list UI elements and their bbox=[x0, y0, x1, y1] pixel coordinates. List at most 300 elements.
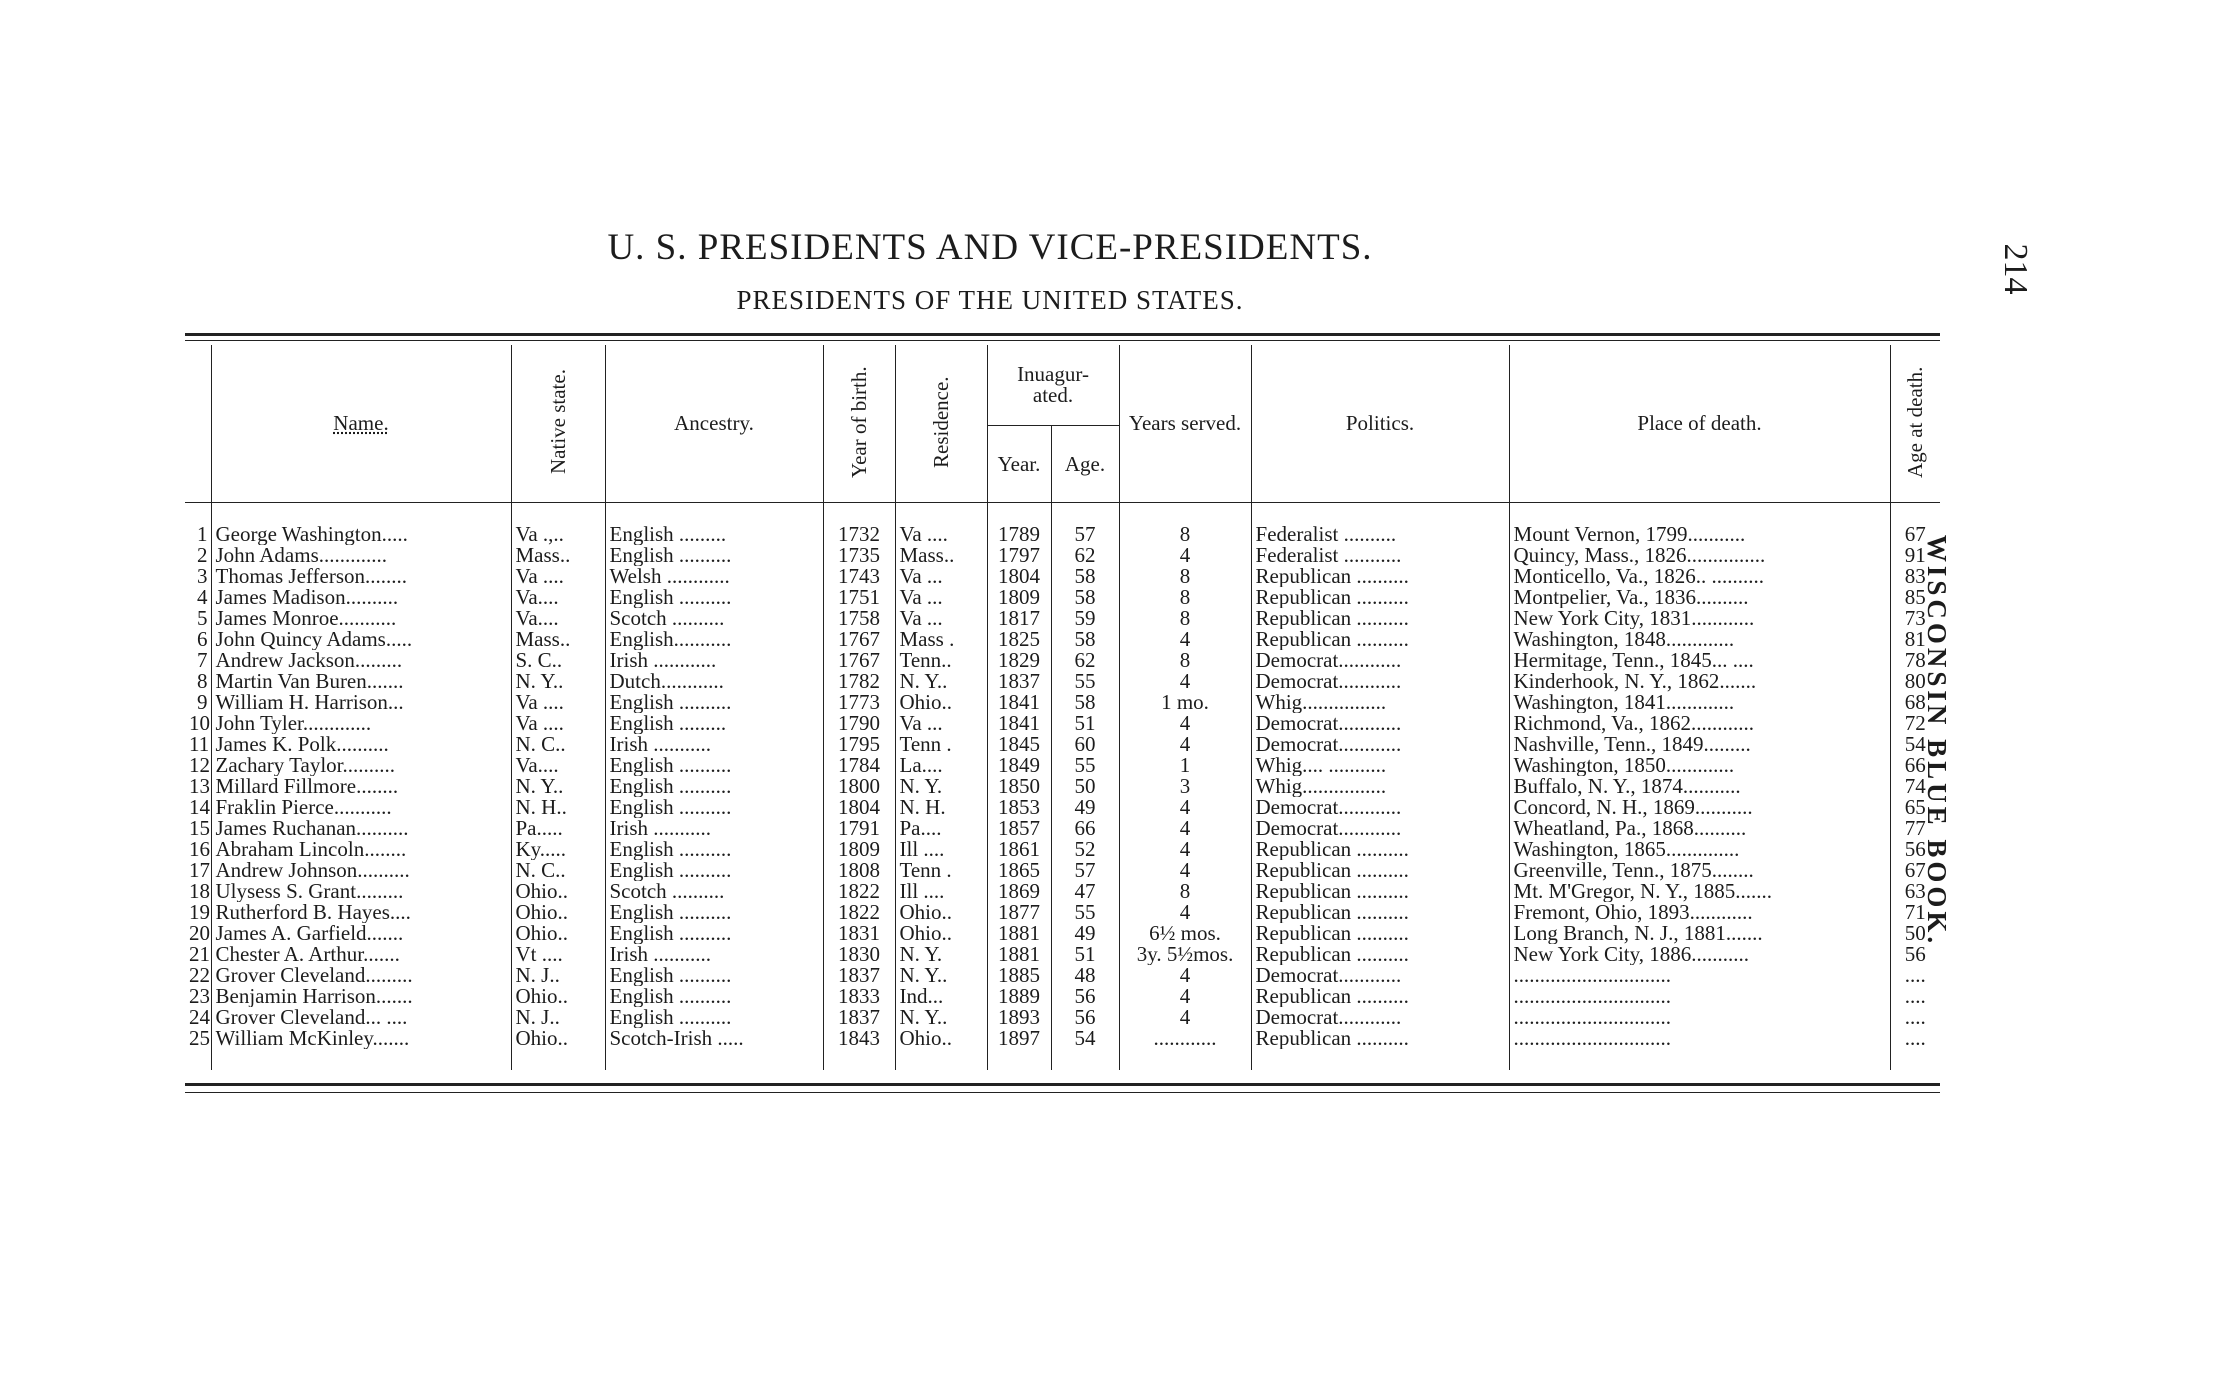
row-number: 17 bbox=[189, 860, 210, 881]
years-served: ............ bbox=[1119, 1028, 1251, 1049]
place-of-death: Wheatland, Pa., 1868.......... bbox=[1509, 818, 1890, 839]
years-served: 4 bbox=[1119, 671, 1251, 692]
native-state: Pa..... bbox=[511, 818, 605, 839]
inauguration-year: 1845 bbox=[987, 734, 1051, 755]
col-politics: Politics. bbox=[1251, 345, 1509, 503]
residence: Mass.. bbox=[895, 545, 987, 566]
ancestry: English .......... bbox=[605, 839, 823, 860]
years-served: 8 bbox=[1119, 587, 1251, 608]
header-row bbox=[185, 345, 1940, 426]
president-name: Thomas Jefferson........ bbox=[211, 566, 511, 587]
age-at-death: 78 bbox=[1890, 650, 1940, 671]
year-of-birth: 1837 bbox=[823, 1007, 895, 1028]
year-of-birth: 1795 bbox=[823, 734, 895, 755]
residence: Tenn.. bbox=[895, 650, 987, 671]
inauguration-year: 1861 bbox=[987, 839, 1051, 860]
col-ancestry: Ancestry. bbox=[605, 345, 823, 503]
inauguration-year: 1841 bbox=[987, 692, 1051, 713]
inauguration-year: 1869 bbox=[987, 881, 1051, 902]
age-at-death: 56 bbox=[1890, 944, 1940, 965]
residence: Pa.... bbox=[895, 818, 987, 839]
inauguration-age: 49 bbox=[1051, 923, 1119, 944]
inauguration-age: 62 bbox=[1051, 650, 1119, 671]
table-row bbox=[185, 545, 1940, 566]
inauguration-year: 1853 bbox=[987, 797, 1051, 818]
president-name: Benjamin Harrison....... bbox=[211, 986, 511, 1007]
place-of-death: Washington, 1848............. bbox=[1509, 629, 1890, 650]
president-name: John Adams............. bbox=[211, 545, 511, 566]
row-number: 2 bbox=[197, 545, 208, 566]
ancestry: English .......... bbox=[605, 923, 823, 944]
row-number: 23 bbox=[189, 986, 210, 1007]
table-row bbox=[185, 524, 1940, 545]
top-double-rule bbox=[185, 333, 1940, 336]
row-number: 13 bbox=[189, 776, 210, 797]
inauguration-year: 1804 bbox=[987, 566, 1051, 587]
native-state: Mass.. bbox=[511, 629, 605, 650]
place-of-death: Hermitage, Tenn., 1845... .... bbox=[1509, 650, 1890, 671]
row-number: 19 bbox=[189, 902, 210, 923]
ancestry: Irish ........... bbox=[605, 944, 823, 965]
politics: Republican .......... bbox=[1251, 923, 1509, 944]
inauguration-age: 56 bbox=[1051, 986, 1119, 1007]
politics: Republican .......... bbox=[1251, 881, 1509, 902]
inauguration-year: 1825 bbox=[987, 629, 1051, 650]
ancestry: Welsh ............ bbox=[605, 566, 823, 587]
years-served: 4 bbox=[1119, 902, 1251, 923]
residence: N. Y.. bbox=[895, 965, 987, 986]
years-served: 4 bbox=[1119, 965, 1251, 986]
row-number: 4 bbox=[197, 587, 208, 608]
year-of-birth: 1830 bbox=[823, 944, 895, 965]
row-number: 24 bbox=[189, 1007, 210, 1028]
inauguration-age: 52 bbox=[1051, 839, 1119, 860]
place-of-death: Mt. M'Gregor, N. Y., 1885....... bbox=[1509, 881, 1890, 902]
years-served: 4 bbox=[1119, 734, 1251, 755]
inauguration-age: 58 bbox=[1051, 566, 1119, 587]
place-of-death: .............................. bbox=[1509, 1007, 1890, 1028]
year-of-birth: 1804 bbox=[823, 797, 895, 818]
bottom-thin-rule bbox=[185, 1092, 1940, 1093]
ancestry: English .......... bbox=[605, 860, 823, 881]
place-of-death: Washington, 1850............. bbox=[1509, 755, 1890, 776]
year-of-birth: 1767 bbox=[823, 650, 895, 671]
president-name: Ulysess S. Grant......... bbox=[211, 881, 511, 902]
age-at-death: 50 bbox=[1890, 923, 1940, 944]
president-name: James Madison.......... bbox=[211, 587, 511, 608]
politics: Democrat............ bbox=[1251, 734, 1509, 755]
year-of-birth: 1822 bbox=[823, 902, 895, 923]
table-row bbox=[185, 965, 1940, 986]
ancestry: Scotch .......... bbox=[605, 881, 823, 902]
years-served: 4 bbox=[1119, 545, 1251, 566]
residence: Va ... bbox=[895, 587, 987, 608]
years-served: 4 bbox=[1119, 860, 1251, 881]
residence: Ohio.. bbox=[895, 902, 987, 923]
politics: Democrat............ bbox=[1251, 797, 1509, 818]
age-at-death: .... bbox=[1890, 1007, 1940, 1028]
inauguration-age: 58 bbox=[1051, 629, 1119, 650]
ancestry: Scotch .......... bbox=[605, 608, 823, 629]
president-name: Grover Cleveland... .... bbox=[211, 1007, 511, 1028]
inauguration-age: 59 bbox=[1051, 608, 1119, 629]
age-at-death: 85 bbox=[1890, 587, 1940, 608]
years-served: 3y. 5½mos. bbox=[1119, 944, 1251, 965]
ancestry: Irish ........... bbox=[605, 734, 823, 755]
native-state: Ohio.. bbox=[511, 1028, 605, 1049]
row-number: 11 bbox=[189, 734, 210, 755]
table-body bbox=[185, 503, 1940, 1071]
years-served: 8 bbox=[1119, 566, 1251, 587]
place-of-death: Quincy, Mass., 1826............... bbox=[1509, 545, 1890, 566]
age-at-death: 80 bbox=[1890, 671, 1940, 692]
table-row bbox=[185, 902, 1940, 923]
years-served: 4 bbox=[1119, 1007, 1251, 1028]
age-at-death: 67 bbox=[1890, 860, 1940, 881]
years-served: 8 bbox=[1119, 524, 1251, 545]
year-of-birth: 1800 bbox=[823, 776, 895, 797]
ancestry: Irish ............ bbox=[605, 650, 823, 671]
age-at-death: .... bbox=[1890, 965, 1940, 986]
year-of-birth: 1833 bbox=[823, 986, 895, 1007]
place-of-death: Washington, 1841............. bbox=[1509, 692, 1890, 713]
age-at-death: 81 bbox=[1890, 629, 1940, 650]
table-row bbox=[185, 755, 1940, 776]
residence: Ill .... bbox=[895, 881, 987, 902]
years-served: 4 bbox=[1119, 818, 1251, 839]
inauguration-year: 1885 bbox=[987, 965, 1051, 986]
residence: Va ... bbox=[895, 713, 987, 734]
native-state: Va .... bbox=[511, 692, 605, 713]
year-of-birth: 1837 bbox=[823, 965, 895, 986]
president-name: Abraham Lincoln........ bbox=[211, 839, 511, 860]
president-name: Zachary Taylor.......... bbox=[211, 755, 511, 776]
politics: Democrat............ bbox=[1251, 671, 1509, 692]
ancestry: English .......... bbox=[605, 755, 823, 776]
place-of-death: Monticello, Va., 1826.. .......... bbox=[1509, 566, 1890, 587]
president-name: Fraklin Pierce........... bbox=[211, 797, 511, 818]
president-name: Rutherford B. Hayes.... bbox=[211, 902, 511, 923]
row-number: 8 bbox=[197, 671, 208, 692]
table-row bbox=[185, 734, 1940, 755]
residence: Ill .... bbox=[895, 839, 987, 860]
inauguration-year: 1817 bbox=[987, 608, 1051, 629]
table-row bbox=[185, 776, 1940, 797]
year-of-birth: 1758 bbox=[823, 608, 895, 629]
residence: N. Y.. bbox=[895, 671, 987, 692]
president-name: John Quincy Adams..... bbox=[211, 629, 511, 650]
president-name: Millard Fillmore........ bbox=[211, 776, 511, 797]
inauguration-age: 55 bbox=[1051, 755, 1119, 776]
inauguration-year: 1881 bbox=[987, 923, 1051, 944]
row-number: 25 bbox=[189, 1028, 210, 1049]
politics: Republican .......... bbox=[1251, 839, 1509, 860]
residence: N. Y.. bbox=[895, 1007, 987, 1028]
row-number: 15 bbox=[189, 818, 210, 839]
politics: Republican .......... bbox=[1251, 902, 1509, 923]
table-row bbox=[185, 923, 1940, 944]
inauguration-age: 51 bbox=[1051, 944, 1119, 965]
native-state: Va.... bbox=[511, 587, 605, 608]
table-row bbox=[185, 1007, 1940, 1028]
row-number: 1 bbox=[197, 524, 208, 545]
residence: Va ... bbox=[895, 608, 987, 629]
inauguration-year: 1829 bbox=[987, 650, 1051, 671]
year-of-birth: 1735 bbox=[823, 545, 895, 566]
politics: Whig................ bbox=[1251, 776, 1509, 797]
politics: Democrat............ bbox=[1251, 650, 1509, 671]
years-served: 4 bbox=[1119, 986, 1251, 1007]
ancestry: English........... bbox=[605, 629, 823, 650]
year-of-birth: 1809 bbox=[823, 839, 895, 860]
native-state: N. H.. bbox=[511, 797, 605, 818]
age-at-death: 54 bbox=[1890, 734, 1940, 755]
row-number: 7 bbox=[197, 650, 208, 671]
politics: Federalist .......... bbox=[1251, 524, 1509, 545]
residence: Va .... bbox=[895, 524, 987, 545]
politics: Republican .......... bbox=[1251, 986, 1509, 1007]
age-at-death: 91 bbox=[1890, 545, 1940, 566]
years-served: 1 mo. bbox=[1119, 692, 1251, 713]
row-number: 6 bbox=[197, 629, 208, 650]
page-number: 214 bbox=[1997, 243, 2034, 295]
residence: N. Y. bbox=[895, 776, 987, 797]
residence: Ind... bbox=[895, 986, 987, 1007]
politics: Democrat............ bbox=[1251, 1007, 1509, 1028]
table-row bbox=[185, 629, 1940, 650]
page-title: U. S. PRESIDENTS AND VICE-PRESIDENTS. bbox=[607, 227, 1373, 268]
native-state: Ohio.. bbox=[511, 881, 605, 902]
row-number: 3 bbox=[197, 566, 208, 587]
native-state: Va.... bbox=[511, 755, 605, 776]
year-of-birth: 1767 bbox=[823, 629, 895, 650]
col-inaugurated: Inuagur-ated. bbox=[987, 345, 1119, 426]
ancestry: English .......... bbox=[605, 776, 823, 797]
ancestry: Scotch-Irish ..... bbox=[605, 1028, 823, 1049]
politics: Republican .......... bbox=[1251, 587, 1509, 608]
president-name: James K. Polk.......... bbox=[211, 734, 511, 755]
table-row bbox=[185, 587, 1940, 608]
table-row bbox=[185, 650, 1940, 671]
year-of-birth: 1732 bbox=[823, 524, 895, 545]
row-number: 10 bbox=[189, 713, 210, 734]
table-row bbox=[185, 839, 1940, 860]
years-served: 8 bbox=[1119, 881, 1251, 902]
inauguration-year: 1893 bbox=[987, 1007, 1051, 1028]
residence: Mass . bbox=[895, 629, 987, 650]
place-of-death: Nashville, Tenn., 1849......... bbox=[1509, 734, 1890, 755]
president-name: Martin Van Buren....... bbox=[211, 671, 511, 692]
president-name: James Ruchanan.......... bbox=[211, 818, 511, 839]
ancestry: English .......... bbox=[605, 797, 823, 818]
year-of-birth: 1791 bbox=[823, 818, 895, 839]
table-row bbox=[185, 881, 1940, 902]
years-served: 1 bbox=[1119, 755, 1251, 776]
inauguration-year: 1857 bbox=[987, 818, 1051, 839]
president-name: John Tyler............. bbox=[211, 713, 511, 734]
row-number: 20 bbox=[189, 923, 210, 944]
ancestry: English .......... bbox=[605, 986, 823, 1007]
place-of-death: New York City, 1886........... bbox=[1509, 944, 1890, 965]
native-state: Va .... bbox=[511, 713, 605, 734]
inauguration-age: 55 bbox=[1051, 671, 1119, 692]
inauguration-year: 1841 bbox=[987, 713, 1051, 734]
col-years-served: Years served. bbox=[1119, 345, 1251, 503]
place-of-death: .............................. bbox=[1509, 965, 1890, 986]
native-state: Ohio.. bbox=[511, 902, 605, 923]
table-row bbox=[185, 860, 1940, 881]
place-of-death: Greenville, Tenn., 1875........ bbox=[1509, 860, 1890, 881]
president-name: James Monroe........... bbox=[211, 608, 511, 629]
age-at-death: 72 bbox=[1890, 713, 1940, 734]
inauguration-year: 1809 bbox=[987, 587, 1051, 608]
ancestry: Dutch............ bbox=[605, 671, 823, 692]
native-state: N. J.. bbox=[511, 1007, 605, 1028]
year-of-birth: 1773 bbox=[823, 692, 895, 713]
col-year-of-birth: Year of birth. bbox=[847, 365, 871, 478]
politics: Democrat............ bbox=[1251, 965, 1509, 986]
row-number: 22 bbox=[189, 965, 210, 986]
inauguration-age: 50 bbox=[1051, 776, 1119, 797]
year-of-birth: 1743 bbox=[823, 566, 895, 587]
year-of-birth: 1843 bbox=[823, 1028, 895, 1049]
years-served: 4 bbox=[1119, 797, 1251, 818]
inauguration-age: 49 bbox=[1051, 797, 1119, 818]
place-of-death: Concord, N. H., 1869........... bbox=[1509, 797, 1890, 818]
col-age-at-death: Age at death. bbox=[1903, 365, 1928, 478]
inauguration-year: 1877 bbox=[987, 902, 1051, 923]
age-at-death: .... bbox=[1890, 986, 1940, 1007]
ancestry: English ......... bbox=[605, 524, 823, 545]
age-at-death: 66 bbox=[1890, 755, 1940, 776]
inauguration-year: 1865 bbox=[987, 860, 1051, 881]
place-of-death: Fremont, Ohio, 1893............ bbox=[1509, 902, 1890, 923]
inauguration-year: 1897 bbox=[987, 1028, 1051, 1049]
age-at-death: 83 bbox=[1890, 566, 1940, 587]
age-at-death: 68 bbox=[1890, 692, 1940, 713]
ancestry: Irish ........... bbox=[605, 818, 823, 839]
place-of-death: .............................. bbox=[1509, 1028, 1890, 1049]
year-of-birth: 1751 bbox=[823, 587, 895, 608]
col-inaug-year: Year. bbox=[987, 426, 1051, 503]
inauguration-year: 1889 bbox=[987, 986, 1051, 1007]
year-of-birth: 1808 bbox=[823, 860, 895, 881]
politics: Democrat............ bbox=[1251, 713, 1509, 734]
president-name: George Washington..... bbox=[211, 524, 511, 545]
inauguration-age: 47 bbox=[1051, 881, 1119, 902]
native-state: Ohio.. bbox=[511, 923, 605, 944]
inauguration-age: 55 bbox=[1051, 902, 1119, 923]
years-served: 4 bbox=[1119, 839, 1251, 860]
age-at-death: 77 bbox=[1890, 818, 1940, 839]
row-number: 18 bbox=[189, 881, 210, 902]
year-of-birth: 1784 bbox=[823, 755, 895, 776]
inauguration-year: 1850 bbox=[987, 776, 1051, 797]
native-state: Mass.. bbox=[511, 545, 605, 566]
row-number: 12 bbox=[189, 755, 210, 776]
native-state: Va .... bbox=[511, 566, 605, 587]
president-name: William McKinley....... bbox=[211, 1028, 511, 1049]
year-of-birth: 1782 bbox=[823, 671, 895, 692]
politics: Republican .......... bbox=[1251, 1028, 1509, 1049]
place-of-death: Richmond, Va., 1862............ bbox=[1509, 713, 1890, 734]
native-state: N. C.. bbox=[511, 734, 605, 755]
place-of-death: Mount Vernon, 1799........... bbox=[1509, 524, 1890, 545]
inauguration-age: 48 bbox=[1051, 965, 1119, 986]
age-at-death: 63 bbox=[1890, 881, 1940, 902]
inauguration-age: 60 bbox=[1051, 734, 1119, 755]
year-of-birth: 1822 bbox=[823, 881, 895, 902]
president-name: William H. Harrison... bbox=[211, 692, 511, 713]
col-native-state: Native state. bbox=[546, 369, 570, 474]
inauguration-year: 1789 bbox=[987, 524, 1051, 545]
place-of-death: New York City, 1831............ bbox=[1509, 608, 1890, 629]
native-state: N. Y.. bbox=[511, 671, 605, 692]
ancestry: English .......... bbox=[605, 965, 823, 986]
table-row bbox=[185, 986, 1940, 1007]
years-served: 4 bbox=[1119, 713, 1251, 734]
inauguration-age: 54 bbox=[1051, 1028, 1119, 1049]
inauguration-age: 56 bbox=[1051, 1007, 1119, 1028]
residence: Tenn . bbox=[895, 860, 987, 881]
col-inaug-age: Age. bbox=[1051, 426, 1119, 503]
politics: Republican .......... bbox=[1251, 860, 1509, 881]
years-served: 4 bbox=[1119, 629, 1251, 650]
place-of-death: Long Branch, N. J., 1881....... bbox=[1509, 923, 1890, 944]
residence: Tenn . bbox=[895, 734, 987, 755]
politics: Republican .......... bbox=[1251, 608, 1509, 629]
age-at-death: 65 bbox=[1890, 797, 1940, 818]
native-state: Vt .... bbox=[511, 944, 605, 965]
president-name: Chester A. Arthur....... bbox=[211, 944, 511, 965]
inauguration-age: 57 bbox=[1051, 860, 1119, 881]
row-number: 14 bbox=[189, 797, 210, 818]
inauguration-age: 57 bbox=[1051, 524, 1119, 545]
table-row bbox=[185, 797, 1940, 818]
table-row bbox=[185, 1028, 1940, 1049]
native-state: N. C.. bbox=[511, 860, 605, 881]
residence: La.... bbox=[895, 755, 987, 776]
politics: Federalist ........... bbox=[1251, 545, 1509, 566]
president-name: Andrew Jackson......... bbox=[211, 650, 511, 671]
year-of-birth: 1831 bbox=[823, 923, 895, 944]
place-of-death: Washington, 1865.............. bbox=[1509, 839, 1890, 860]
inauguration-year: 1849 bbox=[987, 755, 1051, 776]
age-at-death: 73 bbox=[1890, 608, 1940, 629]
presidents-table bbox=[185, 345, 1940, 1070]
year-of-birth: 1790 bbox=[823, 713, 895, 734]
inauguration-age: 62 bbox=[1051, 545, 1119, 566]
age-at-death: 71 bbox=[1890, 902, 1940, 923]
age-at-death: 67 bbox=[1890, 524, 1940, 545]
inauguration-age: 66 bbox=[1051, 818, 1119, 839]
native-state: N. Y.. bbox=[511, 776, 605, 797]
inauguration-age: 58 bbox=[1051, 692, 1119, 713]
age-at-death: 56 bbox=[1890, 839, 1940, 860]
residence: Ohio.. bbox=[895, 923, 987, 944]
ancestry: English .......... bbox=[605, 902, 823, 923]
residence: N. Y. bbox=[895, 944, 987, 965]
table-row bbox=[185, 944, 1940, 965]
inauguration-year: 1837 bbox=[987, 671, 1051, 692]
row-number: 9 bbox=[197, 692, 208, 713]
table-title: PRESIDENTS OF THE UNITED STATES. bbox=[736, 285, 1244, 315]
years-served: 3 bbox=[1119, 776, 1251, 797]
native-state: Va .,.. bbox=[511, 524, 605, 545]
col-place-of-death: Place of death. bbox=[1509, 345, 1890, 503]
inauguration-age: 51 bbox=[1051, 713, 1119, 734]
running-head: WISCONSIN BLUE BOOK. bbox=[1922, 534, 1952, 948]
